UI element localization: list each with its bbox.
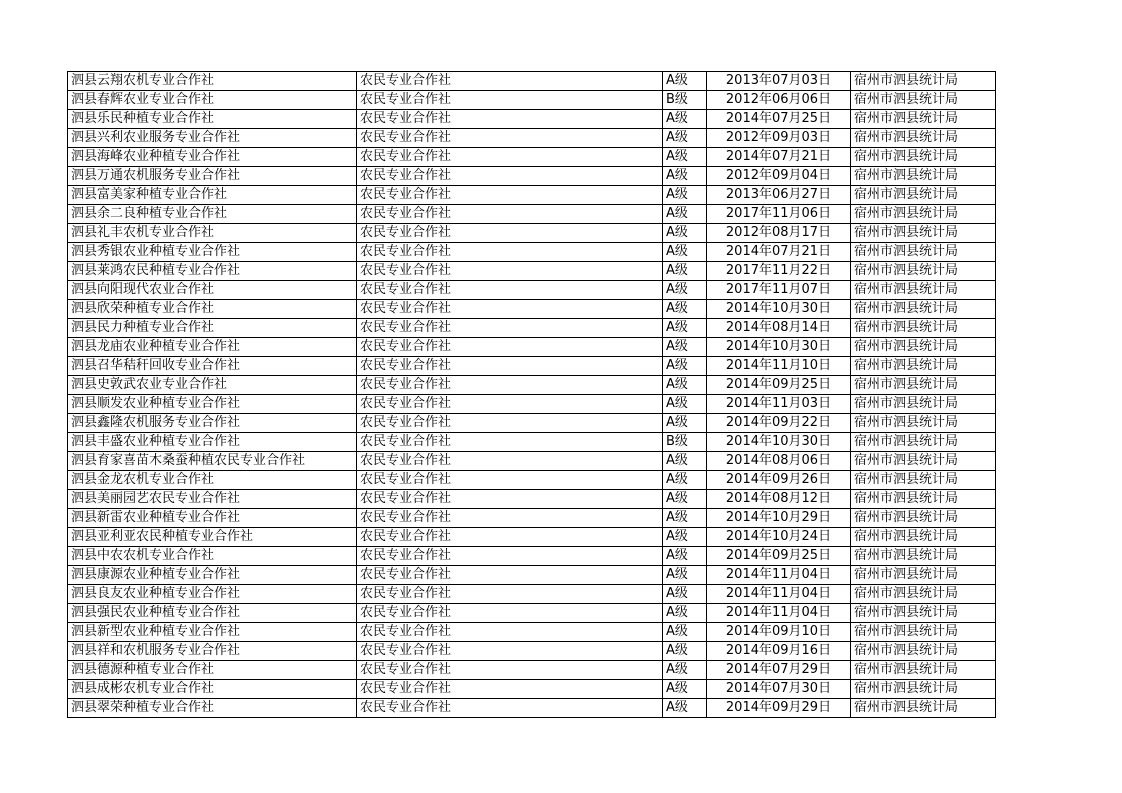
source-agency-cell: 宿州市泗县统计局: [851, 699, 996, 718]
source-agency-cell: 宿州市泗县统计局: [851, 262, 996, 281]
record-date-cell: 2014年08月14日: [707, 319, 851, 338]
source-agency-cell: 宿州市泗县统计局: [851, 528, 996, 547]
cooperative-name-cell: 泗县鑫隆农机服务专业合作社: [68, 414, 357, 433]
record-date-cell: 2014年10月29日: [707, 509, 851, 528]
organization-type-cell: 农民专业合作社: [357, 224, 663, 243]
record-date-cell: 2012年06月06日: [707, 91, 851, 110]
table-row: [68, 452, 996, 471]
record-date-cell: 2012年08月17日: [707, 224, 851, 243]
record-date-cell: 2014年07月21日: [707, 243, 851, 262]
table-row: [68, 338, 996, 357]
source-agency-cell: 宿州市泗县统计局: [851, 338, 996, 357]
table-row: [68, 699, 996, 718]
credit-grade-cell: A级: [663, 471, 707, 490]
organization-type-cell: 农民专业合作社: [357, 509, 663, 528]
credit-grade-cell: A级: [663, 566, 707, 585]
cooperative-name-cell: 泗县中农农机专业合作社: [68, 547, 357, 566]
record-date-cell: 2014年11月03日: [707, 395, 851, 414]
table-row: [68, 414, 996, 433]
organization-type-cell: 农民专业合作社: [357, 148, 663, 167]
organization-type-cell: 农民专业合作社: [357, 110, 663, 129]
record-date-cell: 2014年10月30日: [707, 338, 851, 357]
organization-type-cell: 农民专业合作社: [357, 490, 663, 509]
cooperative-name-cell: 泗县康源农业种植专业合作社: [68, 566, 357, 585]
record-date-cell: 2017年11月07日: [707, 281, 851, 300]
table-row: [68, 129, 996, 148]
credit-grade-cell: A级: [663, 300, 707, 319]
source-agency-cell: 宿州市泗县统计局: [851, 72, 996, 91]
organization-type-cell: 农民专业合作社: [357, 262, 663, 281]
organization-type-cell: 农民专业合作社: [357, 661, 663, 680]
source-agency-cell: 宿州市泗县统计局: [851, 471, 996, 490]
organization-type-cell: 农民专业合作社: [357, 604, 663, 623]
cooperative-name-cell: 泗县欣荣种植专业合作社: [68, 300, 357, 319]
organization-type-cell: 农民专业合作社: [357, 376, 663, 395]
organization-type-cell: 农民专业合作社: [357, 528, 663, 547]
record-date-cell: 2014年11月04日: [707, 566, 851, 585]
source-agency-cell: 宿州市泗县统计局: [851, 186, 996, 205]
table-row: [68, 395, 996, 414]
record-date-cell: 2014年09月22日: [707, 414, 851, 433]
organization-type-cell: 农民专业合作社: [357, 566, 663, 585]
credit-grade-cell: A级: [663, 224, 707, 243]
organization-type-cell: 农民专业合作社: [357, 452, 663, 471]
table-row: [68, 509, 996, 528]
cooperative-credit-table: [67, 71, 996, 718]
record-date-cell: 2012年09月03日: [707, 129, 851, 148]
source-agency-cell: 宿州市泗县统计局: [851, 490, 996, 509]
cooperative-name-cell: 泗县新雷农业种植专业合作社: [68, 509, 357, 528]
record-date-cell: 2012年09月04日: [707, 167, 851, 186]
credit-grade-cell: A级: [663, 262, 707, 281]
organization-type-cell: 农民专业合作社: [357, 205, 663, 224]
source-agency-cell: 宿州市泗县统计局: [851, 661, 996, 680]
organization-type-cell: 农民专业合作社: [357, 547, 663, 566]
source-agency-cell: 宿州市泗县统计局: [851, 433, 996, 452]
cooperative-name-cell: 泗县成彬农机专业合作社: [68, 680, 357, 699]
cooperative-name-cell: 泗县亚利亚农民种植专业合作社: [68, 528, 357, 547]
table-row: [68, 680, 996, 699]
table-row: [68, 471, 996, 490]
table-row: [68, 547, 996, 566]
credit-grade-cell: A级: [663, 699, 707, 718]
record-date-cell: 2014年11月04日: [707, 585, 851, 604]
table-row: [68, 376, 996, 395]
credit-grade-cell: A级: [663, 623, 707, 642]
source-agency-cell: 宿州市泗县统计局: [851, 205, 996, 224]
credit-grade-cell: A级: [663, 319, 707, 338]
cooperative-name-cell: 泗县云翔农机专业合作社: [68, 72, 357, 91]
source-agency-cell: 宿州市泗县统计局: [851, 566, 996, 585]
record-date-cell: 2014年10月24日: [707, 528, 851, 547]
cooperative-name-cell: 泗县美丽园艺农民专业合作社: [68, 490, 357, 509]
table-row: [68, 661, 996, 680]
table-row: [68, 281, 996, 300]
cooperative-name-cell: 泗县顺发农业种植专业合作社: [68, 395, 357, 414]
cooperative-name-cell: 泗县丰盛农业种植专业合作社: [68, 433, 357, 452]
cooperative-name-cell: 泗县万通农机服务专业合作社: [68, 167, 357, 186]
record-date-cell: 2014年09月10日: [707, 623, 851, 642]
organization-type-cell: 农民专业合作社: [357, 186, 663, 205]
credit-grade-cell: A级: [663, 395, 707, 414]
source-agency-cell: 宿州市泗县统计局: [851, 167, 996, 186]
cooperative-name-cell: 泗县春辉农业专业合作社: [68, 91, 357, 110]
record-date-cell: 2017年11月06日: [707, 205, 851, 224]
credit-grade-cell: A级: [663, 281, 707, 300]
organization-type-cell: 农民专业合作社: [357, 585, 663, 604]
source-agency-cell: 宿州市泗县统计局: [851, 680, 996, 699]
credit-grade-cell: A级: [663, 243, 707, 262]
table-row: [68, 167, 996, 186]
record-date-cell: 2014年09月16日: [707, 642, 851, 661]
organization-type-cell: 农民专业合作社: [357, 414, 663, 433]
source-agency-cell: 宿州市泗县统计局: [851, 547, 996, 566]
table-row: [68, 110, 996, 129]
cooperative-name-cell: 泗县良友农业种植专业合作社: [68, 585, 357, 604]
organization-type-cell: 农民专业合作社: [357, 319, 663, 338]
credit-grade-cell: A级: [663, 129, 707, 148]
record-date-cell: 2014年11月10日: [707, 357, 851, 376]
cooperative-name-cell: 泗县民力种植专业合作社: [68, 319, 357, 338]
table-row: [68, 186, 996, 205]
organization-type-cell: 农民专业合作社: [357, 300, 663, 319]
organization-type-cell: 农民专业合作社: [357, 680, 663, 699]
organization-type-cell: 农民专业合作社: [357, 471, 663, 490]
credit-grade-cell: A级: [663, 547, 707, 566]
credit-grade-cell: A级: [663, 452, 707, 471]
table-row: [68, 433, 996, 452]
credit-grade-cell: B级: [663, 433, 707, 452]
record-date-cell: 2014年10月30日: [707, 433, 851, 452]
source-agency-cell: 宿州市泗县统计局: [851, 604, 996, 623]
record-date-cell: 2014年07月25日: [707, 110, 851, 129]
credit-grade-cell: A级: [663, 72, 707, 91]
credit-grade-cell: A级: [663, 680, 707, 699]
table-row: [68, 528, 996, 547]
cooperative-name-cell: 泗县余二良种植专业合作社: [68, 205, 357, 224]
record-date-cell: 2014年09月29日: [707, 699, 851, 718]
cooperative-name-cell: 泗县翠荣种植专业合作社: [68, 699, 357, 718]
cooperative-name-cell: 泗县史敦武农业专业合作社: [68, 376, 357, 395]
source-agency-cell: 宿州市泗县统计局: [851, 395, 996, 414]
cooperative-name-cell: 泗县海峰农业种植专业合作社: [68, 148, 357, 167]
credit-grade-cell: A级: [663, 338, 707, 357]
credit-grade-cell: A级: [663, 642, 707, 661]
credit-grade-cell: A级: [663, 528, 707, 547]
record-date-cell: 2014年07月21日: [707, 148, 851, 167]
source-agency-cell: 宿州市泗县统计局: [851, 300, 996, 319]
source-agency-cell: 宿州市泗县统计局: [851, 243, 996, 262]
credit-grade-cell: A级: [663, 167, 707, 186]
cooperative-name-cell: 泗县强民农业种植专业合作社: [68, 604, 357, 623]
source-agency-cell: 宿州市泗县统计局: [851, 642, 996, 661]
cooperative-name-cell: 泗县金龙农机专业合作社: [68, 471, 357, 490]
organization-type-cell: 农民专业合作社: [357, 338, 663, 357]
cooperative-name-cell: 泗县育家喜苗木桑蚕种植农民专业合作社: [68, 452, 357, 471]
table-row: [68, 357, 996, 376]
organization-type-cell: 农民专业合作社: [357, 129, 663, 148]
credit-grade-cell: A级: [663, 585, 707, 604]
table-row: [68, 300, 996, 319]
cooperative-name-cell: 泗县向阳现代农业合作社: [68, 281, 357, 300]
credit-grade-cell: A级: [663, 110, 707, 129]
source-agency-cell: 宿州市泗县统计局: [851, 414, 996, 433]
record-date-cell: 2013年06月27日: [707, 186, 851, 205]
table-body: [68, 72, 996, 718]
cooperative-name-cell: 泗县富美家种植专业合作社: [68, 186, 357, 205]
table-row: [68, 623, 996, 642]
source-agency-cell: 宿州市泗县统计局: [851, 110, 996, 129]
record-date-cell: 2014年08月06日: [707, 452, 851, 471]
table-row: [68, 642, 996, 661]
credit-grade-cell: A级: [663, 509, 707, 528]
credit-grade-cell: A级: [663, 148, 707, 167]
credit-grade-cell: A级: [663, 186, 707, 205]
record-date-cell: 2014年07月30日: [707, 680, 851, 699]
organization-type-cell: 农民专业合作社: [357, 72, 663, 91]
organization-type-cell: 农民专业合作社: [357, 395, 663, 414]
organization-type-cell: 农民专业合作社: [357, 167, 663, 186]
organization-type-cell: 农民专业合作社: [357, 281, 663, 300]
credit-grade-cell: A级: [663, 414, 707, 433]
credit-grade-cell: A级: [663, 490, 707, 509]
organization-type-cell: 农民专业合作社: [357, 433, 663, 452]
source-agency-cell: 宿州市泗县统计局: [851, 509, 996, 528]
table-row: [68, 72, 996, 91]
organization-type-cell: 农民专业合作社: [357, 642, 663, 661]
table-row: [68, 319, 996, 338]
source-agency-cell: 宿州市泗县统计局: [851, 357, 996, 376]
source-agency-cell: 宿州市泗县统计局: [851, 623, 996, 642]
credit-grade-cell: A级: [663, 661, 707, 680]
cooperative-name-cell: 泗县莱鸿农民种植专业合作社: [68, 262, 357, 281]
table-row: [68, 585, 996, 604]
table-row: [68, 205, 996, 224]
source-agency-cell: 宿州市泗县统计局: [851, 281, 996, 300]
table-row: [68, 566, 996, 585]
cooperative-name-cell: 泗县新型农业种植专业合作社: [68, 623, 357, 642]
record-date-cell: 2013年07月03日: [707, 72, 851, 91]
source-agency-cell: 宿州市泗县统计局: [851, 585, 996, 604]
source-agency-cell: 宿州市泗县统计局: [851, 148, 996, 167]
organization-type-cell: 农民专业合作社: [357, 623, 663, 642]
table-row: [68, 262, 996, 281]
cooperative-name-cell: 泗县龙庙农业种植专业合作社: [68, 338, 357, 357]
credit-grade-cell: A级: [663, 604, 707, 623]
organization-type-cell: 农民专业合作社: [357, 699, 663, 718]
record-date-cell: 2014年10月30日: [707, 300, 851, 319]
record-date-cell: 2014年09月25日: [707, 376, 851, 395]
source-agency-cell: 宿州市泗县统计局: [851, 319, 996, 338]
credit-grade-cell: A级: [663, 376, 707, 395]
organization-type-cell: 农民专业合作社: [357, 357, 663, 376]
cooperative-name-cell: 泗县祥和农机服务专业合作社: [68, 642, 357, 661]
source-agency-cell: 宿州市泗县统计局: [851, 91, 996, 110]
cooperative-name-cell: 泗县召华秸秆回收专业合作社: [68, 357, 357, 376]
credit-grade-cell: A级: [663, 205, 707, 224]
organization-type-cell: 农民专业合作社: [357, 243, 663, 262]
organization-type-cell: 农民专业合作社: [357, 91, 663, 110]
cooperative-name-cell: 泗县秀银农业种植专业合作社: [68, 243, 357, 262]
table-row: [68, 604, 996, 623]
record-date-cell: 2014年09月26日: [707, 471, 851, 490]
cooperative-name-cell: 泗县乐民种植专业合作社: [68, 110, 357, 129]
table-row: [68, 224, 996, 243]
cooperative-name-cell: 泗县兴利农业服务专业合作社: [68, 129, 357, 148]
table-row: [68, 490, 996, 509]
record-date-cell: 2014年09月25日: [707, 547, 851, 566]
cooperative-name-cell: 泗县德源种植专业合作社: [68, 661, 357, 680]
record-date-cell: 2014年07月29日: [707, 661, 851, 680]
cooperative-name-cell: 泗县礼丰农机专业合作社: [68, 224, 357, 243]
record-date-cell: 2014年08月12日: [707, 490, 851, 509]
source-agency-cell: 宿州市泗县统计局: [851, 452, 996, 471]
credit-grade-cell: B级: [663, 91, 707, 110]
source-agency-cell: 宿州市泗县统计局: [851, 376, 996, 395]
credit-grade-cell: A级: [663, 357, 707, 376]
table-row: [68, 91, 996, 110]
record-date-cell: 2014年11月04日: [707, 604, 851, 623]
source-agency-cell: 宿州市泗县统计局: [851, 129, 996, 148]
table-row: [68, 148, 996, 167]
source-agency-cell: 宿州市泗县统计局: [851, 224, 996, 243]
record-date-cell: 2017年11月22日: [707, 262, 851, 281]
table-row: [68, 243, 996, 262]
